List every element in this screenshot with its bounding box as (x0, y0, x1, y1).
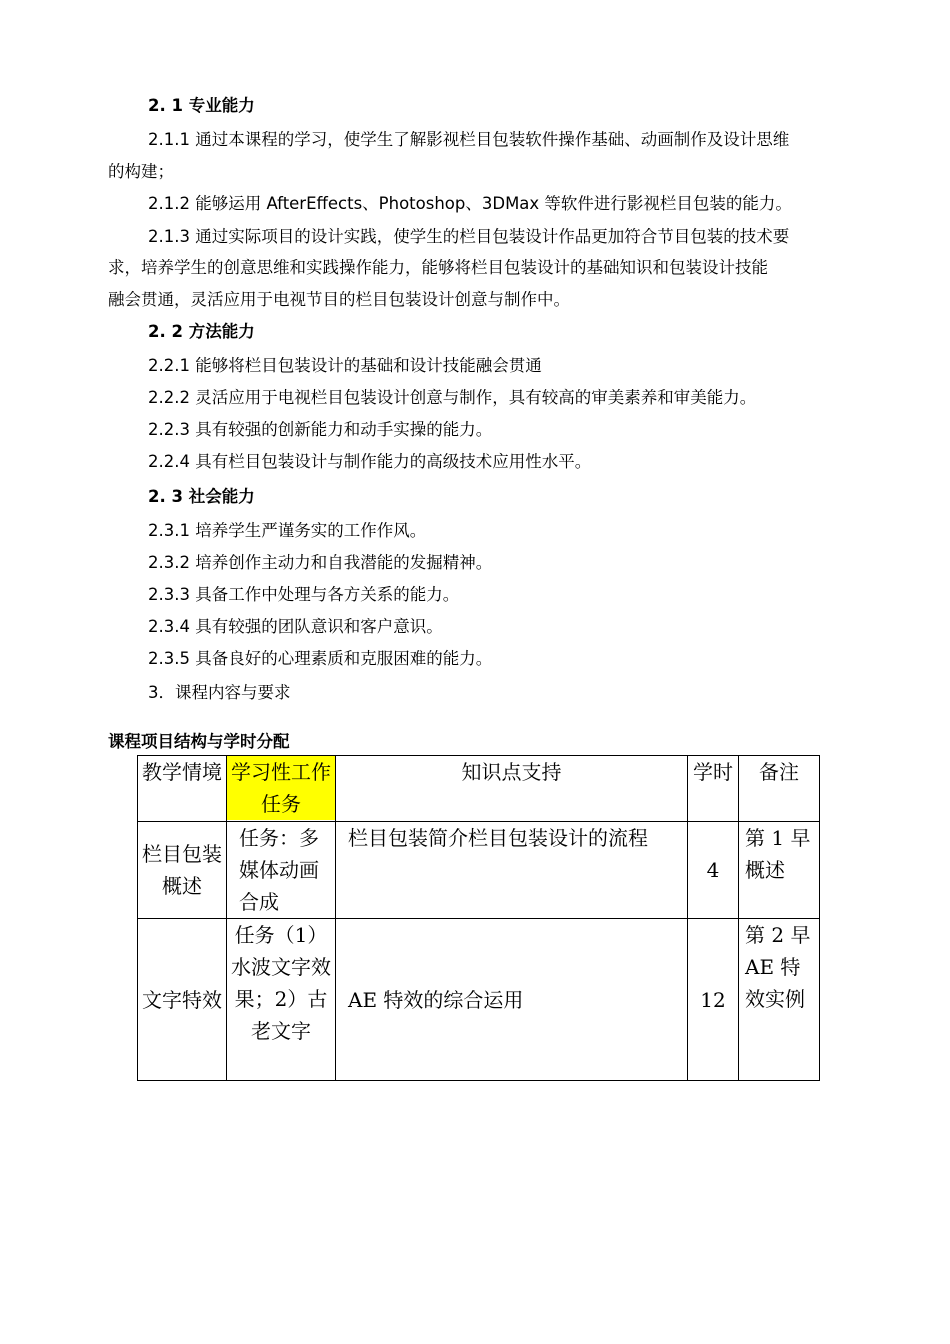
section-heading-2-1: 2. 1 专业能力 (148, 96, 255, 115)
paragraph-2-3-1: 2.3.1 培养学生严谨务实的工作作风。 (148, 521, 427, 540)
table-header-row (138, 756, 820, 822)
header-situation: 教学情境 (138, 756, 227, 822)
paragraph-2-1-3: 2.1.3 通过实际项目的设计实践，使学生的栏目包装设计作品更加符合节目包装的技术要 (148, 227, 790, 246)
row1-knowledge: 栏目包装简介栏目包装设计的流程 (336, 822, 688, 919)
course-structure-table (137, 755, 820, 1081)
table-row (138, 919, 820, 1081)
section-heading-3: 3．课程内容与要求 (148, 683, 291, 702)
row1-situation: 栏目包装概述 (138, 822, 227, 919)
paragraph-2-1-3-cont2: 融会贯通，灵活应用于电视节目的栏目包装设计创意与制作中。 (108, 290, 570, 309)
paragraph-2-3-4: 2.3.4 具有较强的团队意识和客户意识。 (148, 617, 443, 636)
paragraph-2-2-4: 2.2.4 具有栏目包装设计与制作能力的高级技术应用性水平。 (148, 452, 592, 471)
row2-task: 任务（1）水波文字效果；2）古老文字 (227, 919, 336, 1081)
paragraph-2-3-5: 2.3.5 具备良好的心理素质和克服困难的能力。 (148, 649, 493, 668)
paragraph-2-1-1-cont: 的构建； (108, 162, 174, 181)
table-caption: 课程项目结构与学时分配 (108, 732, 290, 751)
section-heading-2-3: 2. 3 社会能力 (148, 487, 255, 506)
header-knowledge: 知识点支持 (336, 756, 688, 822)
header-task-cell (227, 756, 336, 822)
header-notes: 备注 (739, 756, 820, 822)
paragraph-2-2-3: 2.2.3 具有较强的创新能力和动手实操的能力。 (148, 420, 493, 439)
paragraph-2-3-3: 2.3.3 具备工作中处理与各方关系的能力。 (148, 585, 460, 604)
section-heading-2-2: 2. 2 方法能力 (148, 322, 255, 341)
row2-notes: 第 2 早 AE 特效实例 (739, 919, 820, 1081)
paragraph-2-2-1: 2.2.1 能够将栏目包装设计的基础和设计技能融会贯通 (148, 356, 542, 375)
paragraph-2-1-3-cont1: 求，培养学生的创意思维和实践操作能力，能够将栏目包装设计的基础知识和包装设计技能 (108, 258, 768, 277)
row2-knowledge: AE 特效的综合运用 (336, 919, 688, 1081)
paragraph-2-1-1: 2.1.1 通过本课程的学习，使学生了解影视栏目包装软件操作基础、动画制作及设计思维 (148, 130, 790, 149)
row1-task: 任务：多媒体动画合成 (227, 822, 336, 919)
row2-hours: 12 (688, 919, 739, 1081)
row2-situation: 文字特效 (138, 919, 227, 1081)
paragraph-2-1-2: 2.1.2 能够运用 AfterEffects、Photoshop、3DMax 等软件进行影视栏目包装的能力。 (148, 194, 792, 213)
paragraph-2-2-2: 2.2.2 灵活应用于电视栏目包装设计创意与制作，具有较高的审美素养和审美能力。 (148, 388, 757, 407)
row1-hours: 4 (688, 822, 739, 919)
table-row (138, 822, 820, 919)
row1-notes: 第 1 早概述 (739, 822, 820, 919)
header-hours: 学时 (688, 756, 739, 822)
paragraph-2-3-2: 2.3.2 培养创作主动力和自我潜能的发掘精神。 (148, 553, 493, 572)
header-task: 学习性工作任务 (227, 756, 335, 820)
